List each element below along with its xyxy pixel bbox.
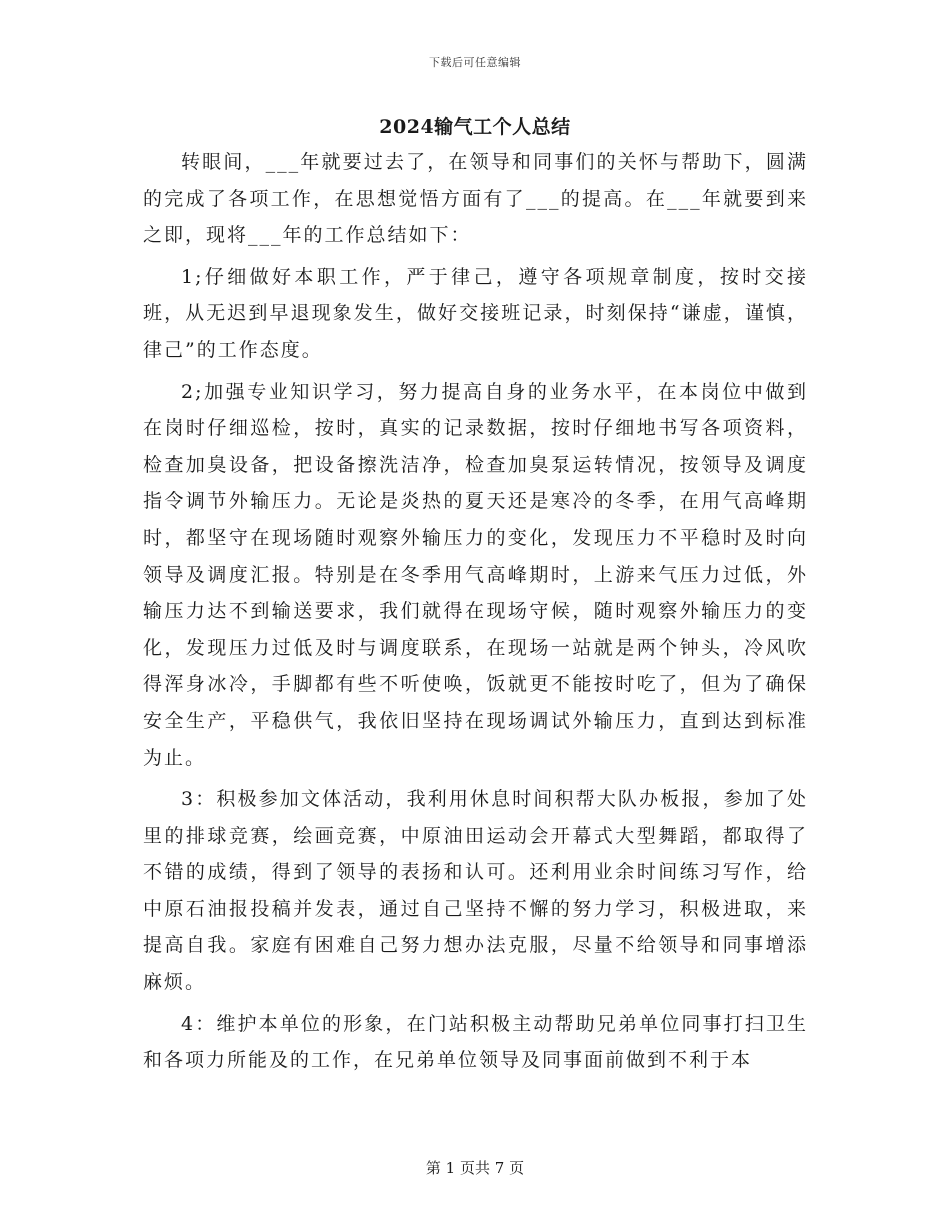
paragraph-item-2: 2;加强专业知识学习，努力提高自身的业务水平，在本岗位中做到在岗时仔细巡检，按时，真实的记录数据，按时仔细地书写各项资料，检查加臭设备，把设备擦洗洁净，检查加臭泵运转情况，按领导及调度指令调节外输压力。无论是炎热的夏天还是寒冷的冬季，在用气高峰期时，都坚守在现场随时观察外输压力的变化，发现压力不平稳时及时向领导及调度汇报。特别是在冬季用气高峰期时，上游来气压力过低，外输压力达不到输送要求，我们就得在现场守候，随时观察外输压力的变化，发现压力过低及时与调度联系，在现场一站就是两个钟头，冷风吹得浑身冰冷，手脚都有些不听使唤，饭就更不能按时吃了，但为了确保安全生产，平稳供气，我依旧坚持在现场调试外输压力，直到达到标准为止。: [143, 380, 808, 769]
document-body: [143, 144, 808, 1084]
paragraph-item-3: 3：积极参加文体活动，我利用休息时间积帮大队办板报，参加了处里的排球竞赛，绘画竞赛，中原油田运动会开幕式大型舞蹈，都取得了不错的成绩，得到了领导的表扬和认可。还利用业余时间练习写作，给中原石油报投稿并发表，通过自己坚持不懈的努力学习，积极进取，来提高自我。家庭有困难自己努力想办法克服，尽量不给领导和同事增添麻烦。: [143, 788, 808, 994]
page-header-note: 下载后可任意编辑: [429, 56, 521, 69]
page-number: 第 1 页共 7 页: [425, 1159, 525, 1177]
paragraph-intro: 转眼间，___年就要过去了，在领导和同事们的关怀与帮助下，圆满的完成了各项工作，在思想觉悟方面有了___的提高。在___年就要到来之即，现将___年的工作总结如下：: [143, 151, 808, 247]
paragraph-item-4: 4：维护本单位的形象，在门站积极主动帮助兄弟单位同事打扫卫生和各项力所能及的工作，在兄弟单位领导及同事面前做到不利于本: [143, 1012, 808, 1072]
paragraph-item-1: 1;仔细做好本职工作，严于律己，遵守各项规章制度，按时交接班，从无迟到早退现象发生，做好交接班记录，时刻保持“谦虚，谨慎，律己”的工作态度。: [143, 265, 808, 361]
document-title: 2024输气工个人总结: [379, 116, 571, 138]
